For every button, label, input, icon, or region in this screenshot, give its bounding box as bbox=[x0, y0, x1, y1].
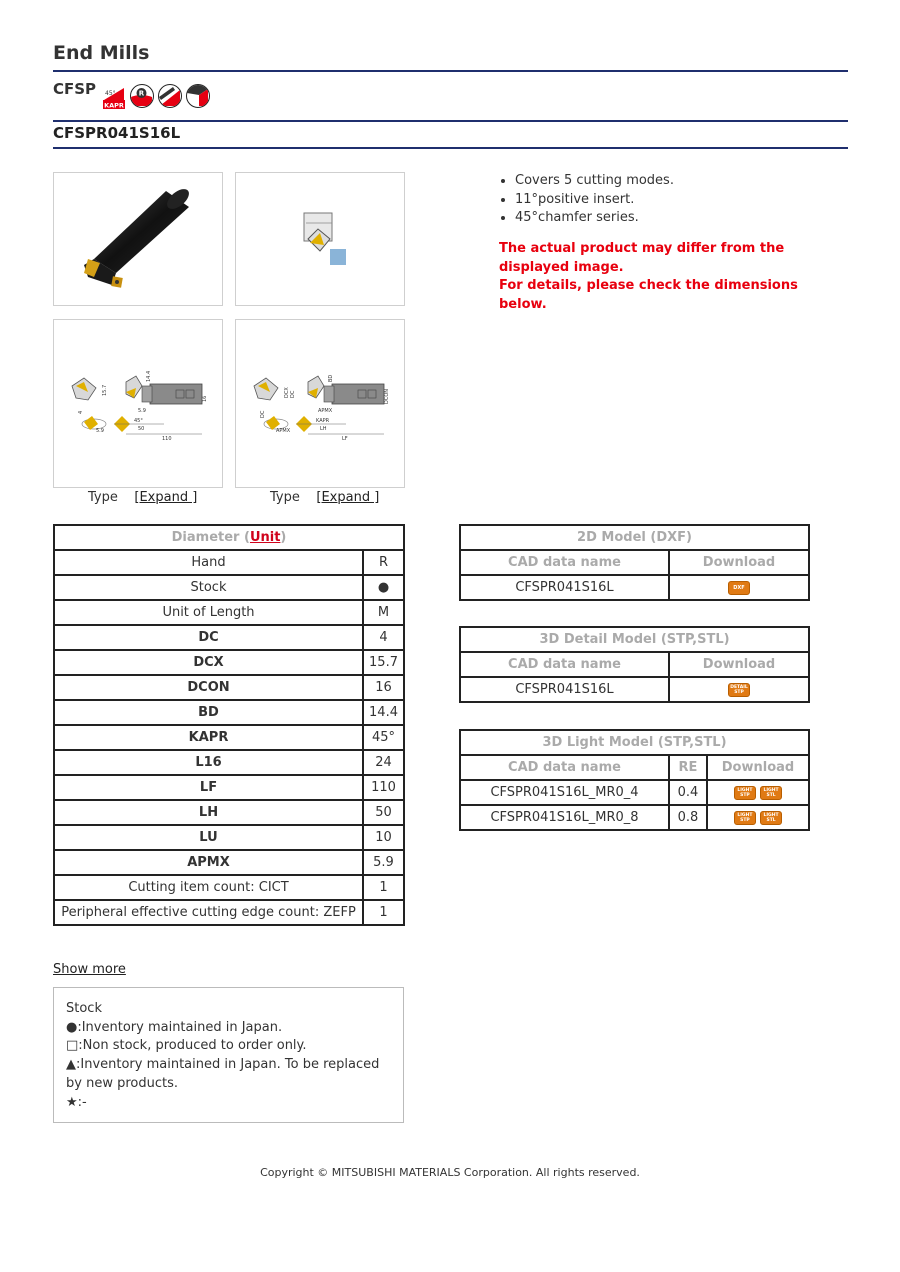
cad-re-value: 0.4 bbox=[669, 780, 707, 805]
dim-label: 4 bbox=[78, 410, 84, 414]
button-label-top: DETAIL bbox=[730, 684, 748, 690]
cad-row bbox=[460, 805, 809, 830]
cad-3d-detail-table bbox=[459, 626, 810, 703]
end-mill-photo bbox=[54, 173, 222, 305]
spec-row bbox=[54, 650, 404, 675]
dim-label: 45° bbox=[134, 418, 143, 424]
copyright-footer: Copyright © MITSUBISHI MATERIALS Corporation. All rights reserved. bbox=[260, 1166, 640, 1179]
spec-row bbox=[54, 600, 404, 625]
kapr-badge-angle: 45° bbox=[105, 90, 116, 97]
spec-label: APMX bbox=[54, 850, 363, 875]
title-divider bbox=[53, 70, 848, 72]
spec-row bbox=[54, 625, 404, 650]
cad-download-cell bbox=[669, 677, 809, 702]
spec-label: L16 bbox=[54, 750, 363, 775]
legend-item: ●:Inventory maintained in Japan. bbox=[66, 1019, 283, 1035]
dim-symbol: DC bbox=[290, 390, 296, 398]
spec-row bbox=[54, 675, 404, 700]
cad-data-name: CFSPR041S16L bbox=[460, 677, 669, 702]
spec-value: 16 bbox=[363, 675, 404, 700]
spec-label: KAPR bbox=[54, 725, 363, 750]
type-label: Type bbox=[88, 490, 118, 505]
series-name: CFSP bbox=[53, 80, 97, 98]
expand-link[interactable]: [Expand ] bbox=[316, 490, 380, 505]
cad-3d-light-table bbox=[459, 729, 810, 831]
image-disclaimer bbox=[499, 240, 839, 314]
cad-2d-table bbox=[459, 524, 810, 601]
spec-value: 1 bbox=[363, 875, 404, 900]
kapr-45-icon bbox=[102, 84, 126, 110]
dim-symbol: LH bbox=[320, 426, 327, 432]
spec-header-suffix: ) bbox=[280, 530, 287, 545]
series-icons bbox=[102, 84, 210, 110]
cad-data-name: CFSPR041S16L bbox=[460, 575, 669, 600]
spec-row bbox=[54, 900, 404, 925]
spec-row bbox=[54, 875, 404, 900]
radius-icon bbox=[130, 84, 154, 108]
button-label-bottom: STP bbox=[740, 792, 750, 798]
spec-row bbox=[54, 825, 404, 850]
dim-label: 5.9 bbox=[138, 408, 146, 414]
spec-row bbox=[54, 800, 404, 825]
spec-label: Hand bbox=[54, 550, 363, 575]
spec-value: 1 bbox=[363, 900, 404, 925]
chamfer-mode-icon bbox=[158, 84, 182, 108]
spec-value: 24 bbox=[363, 750, 404, 775]
legend-item: ▲:Inventory maintained in Japan. To be replaced by new products. bbox=[66, 1057, 380, 1091]
cad-col-re: RE bbox=[669, 755, 707, 780]
spec-label: DCON bbox=[54, 675, 363, 700]
spec-value: 5.9 bbox=[363, 850, 404, 875]
product-code: CFSPR041S16L bbox=[53, 124, 181, 142]
cad-col-name: CAD data name bbox=[460, 755, 669, 780]
spec-label: Unit of Length bbox=[54, 600, 363, 625]
spec-value: 10 bbox=[363, 825, 404, 850]
dimension-drawing-numeric bbox=[54, 320, 222, 487]
type-label: Type bbox=[270, 490, 300, 505]
button-label-top: LIGHT bbox=[737, 812, 753, 818]
legend-item: ★:- bbox=[66, 1094, 87, 1110]
dim-symbol: LF bbox=[342, 436, 348, 442]
stock-indicator: ● bbox=[363, 575, 404, 600]
stock-legend bbox=[53, 987, 404, 1123]
legend-item: □:Non stock, produced to order only. bbox=[66, 1038, 307, 1054]
kapr-badge-label: KAPR bbox=[104, 101, 124, 110]
spec-table bbox=[53, 524, 405, 926]
dxf-download-button[interactable] bbox=[728, 581, 750, 595]
feature-item: • Covers 5 cutting modes. bbox=[515, 172, 839, 191]
spec-value: M bbox=[363, 600, 404, 625]
light-stp-download-button[interactable] bbox=[734, 811, 756, 825]
dim-label: 50 bbox=[138, 426, 145, 432]
light-stp-download-button[interactable] bbox=[734, 786, 756, 800]
spec-label: BD bbox=[54, 700, 363, 725]
image-caption bbox=[88, 490, 197, 505]
dim-label: 15.7 bbox=[102, 384, 108, 396]
button-label-bottom: STL bbox=[766, 817, 776, 823]
cad-download-cell bbox=[669, 575, 809, 600]
spec-header-row bbox=[54, 525, 404, 550]
cad-col-download: Download bbox=[669, 652, 809, 677]
button-label: DXF bbox=[733, 584, 745, 591]
cad-download-cell bbox=[707, 780, 809, 805]
button-label-bottom: STP bbox=[734, 689, 744, 695]
spec-value: 50 bbox=[363, 800, 404, 825]
spec-label: Peripheral effective cutting edge count: ZEFP bbox=[54, 900, 363, 925]
cad-col-name: CAD data name bbox=[460, 652, 669, 677]
cad-data-name: CFSPR041S16L_MR0_4 bbox=[460, 780, 669, 805]
spec-value: 14.4 bbox=[363, 700, 404, 725]
spec-row bbox=[54, 750, 404, 775]
spec-label: LH bbox=[54, 800, 363, 825]
cad-row bbox=[460, 677, 809, 702]
legend-title: Stock bbox=[66, 1001, 102, 1016]
cad-row bbox=[460, 575, 809, 600]
cad-col-download: Download bbox=[707, 755, 809, 780]
button-label-bottom: STL bbox=[766, 792, 776, 798]
feature-item: • 11°positive insert. bbox=[515, 191, 839, 210]
series-divider bbox=[53, 120, 848, 122]
unit-link[interactable]: Unit bbox=[249, 530, 281, 545]
spec-row bbox=[54, 725, 404, 750]
disclaimer-line: For details, please check the dimensions below. bbox=[499, 278, 798, 312]
multi-mode-icon bbox=[186, 84, 210, 108]
spec-header-prefix: Diameter ( bbox=[171, 530, 250, 545]
disclaimer-line: The actual product may differ from the displayed image. bbox=[499, 241, 785, 275]
spec-label: Stock bbox=[54, 575, 363, 600]
spec-label: LF bbox=[54, 775, 363, 800]
spec-row bbox=[54, 775, 404, 800]
cad-col-name: CAD data name bbox=[460, 550, 669, 575]
feature-item: • 45°chamfer series. bbox=[515, 209, 839, 228]
spec-row bbox=[54, 700, 404, 725]
dim-symbol: DCX bbox=[284, 387, 290, 398]
dim-symbol: KAPR bbox=[316, 418, 330, 424]
dim-label: 5.9 bbox=[96, 428, 104, 434]
button-label-bottom: STP bbox=[740, 817, 750, 823]
button-label-top: LIGHT bbox=[763, 812, 779, 818]
spec-value: 4 bbox=[363, 625, 404, 650]
button-label-top: LIGHT bbox=[737, 787, 753, 793]
dim-label: 110 bbox=[162, 436, 172, 442]
spec-header bbox=[54, 525, 404, 550]
dimension-drawing-symbols[interactable] bbox=[235, 319, 405, 488]
dim-symbol: APMX bbox=[276, 428, 291, 434]
show-more-link[interactable]: Show more bbox=[53, 962, 126, 977]
spec-label: DCX bbox=[54, 650, 363, 675]
dim-symbol: BD bbox=[328, 374, 334, 382]
insert-illustration bbox=[236, 173, 404, 305]
cad-re-value: 0.8 bbox=[669, 805, 707, 830]
cad-col-download: Download bbox=[669, 550, 809, 575]
spec-row bbox=[54, 575, 404, 600]
expand-link[interactable]: [Expand ] bbox=[134, 490, 198, 505]
cad-download-cell bbox=[707, 805, 809, 830]
insert-photo[interactable] bbox=[235, 172, 405, 306]
cad-table-title: 3D Light Model (STP,STL) bbox=[460, 730, 809, 755]
cad-table-title: 3D Detail Model (STP,STL) bbox=[460, 627, 809, 652]
light-stl-download-button[interactable] bbox=[760, 786, 782, 800]
dimension-drawing-symbolic bbox=[236, 320, 404, 487]
spec-value: 110 bbox=[363, 775, 404, 800]
product-photo[interactable] bbox=[53, 172, 223, 306]
spec-row bbox=[54, 850, 404, 875]
light-stl-download-button[interactable] bbox=[760, 811, 782, 825]
spec-value: 15.7 bbox=[363, 650, 404, 675]
spec-value: 45° bbox=[363, 725, 404, 750]
button-label-top: LIGHT bbox=[763, 787, 779, 793]
dim-symbol: DC bbox=[260, 410, 266, 418]
page-title: End Mills bbox=[53, 42, 150, 64]
dimension-drawing-values[interactable] bbox=[53, 319, 223, 488]
cad-data-name: CFSPR041S16L_MR0_8 bbox=[460, 805, 669, 830]
spec-value: R bbox=[363, 550, 404, 575]
dim-symbol: DCON bbox=[384, 388, 390, 404]
feature-list bbox=[499, 172, 839, 228]
product-divider bbox=[53, 147, 848, 149]
spec-label: LU bbox=[54, 825, 363, 850]
dim-symbol: APMX bbox=[318, 408, 333, 414]
detail-stp-download-button[interactable] bbox=[728, 683, 750, 697]
radius-badge-label: R bbox=[138, 89, 145, 98]
spec-label: Cutting item count: CICT bbox=[54, 875, 363, 900]
cad-row bbox=[460, 780, 809, 805]
cad-table-title: 2D Model (DXF) bbox=[460, 525, 809, 550]
dim-label: 14.4 bbox=[146, 370, 152, 382]
spec-row bbox=[54, 550, 404, 575]
image-caption bbox=[270, 490, 379, 505]
dim-label: 16 bbox=[202, 395, 208, 402]
spec-label: DC bbox=[54, 625, 363, 650]
